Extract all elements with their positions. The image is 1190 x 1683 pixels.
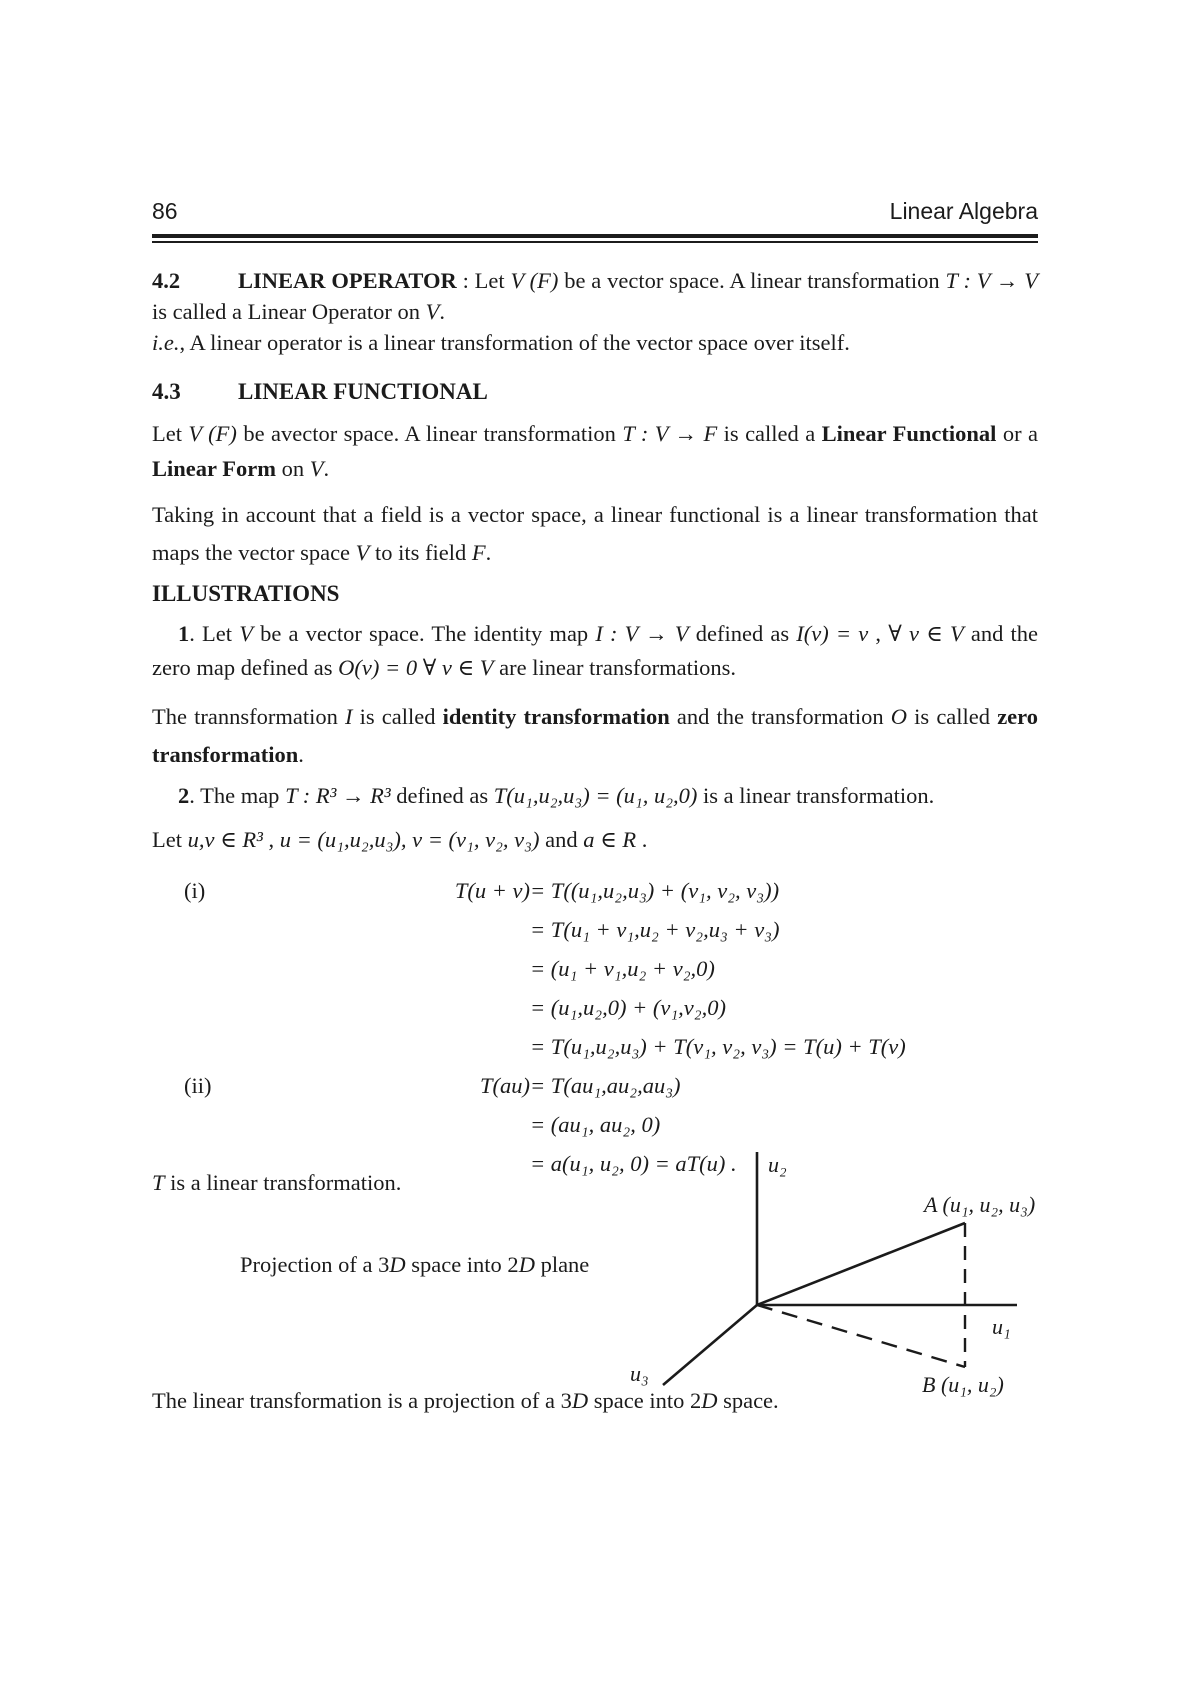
bottom-statement: The linear transformation is a projection of a 3D space into 2D space. (152, 1388, 779, 1413)
equation-rhs: = T(u₁ + v₁,u₂ + v₂,u₃ + v₃) (530, 917, 780, 942)
u2-axis-label: u₂ (768, 1152, 787, 1177)
equation-row (152, 1066, 1038, 1105)
equation-label (152, 988, 214, 1027)
identity-zero-paragraph: The trannsformation I is called identity transformation and the transformation O is called zero transformation. (152, 704, 1038, 767)
equation-label (152, 949, 214, 988)
linear-functional-paragraph: Let V (F) be avector space. A linear transformation T : V → F is called a Linear Functional or a Linear Form on V. (152, 421, 1038, 481)
running-title: Linear Algebra (889, 198, 1038, 224)
section-4-3-heading: LINEAR FUNCTIONAL (238, 379, 488, 404)
equation-label: (ii) (184, 1073, 212, 1098)
equation-label (152, 1027, 214, 1066)
equation-lhs (214, 910, 530, 949)
t-linear-statement: T is a linear transformation. (152, 1170, 402, 1195)
equation-rhs: = (u₁,u₂,0) + (v₁,v₂,0) (530, 995, 726, 1020)
illustration-item-2: 2. The map T : R³ → R³ defined as T(u₁,u₂,u₃) = (u₁, u₂,0) is a linear transformation. (178, 783, 935, 808)
equation-row (152, 910, 1038, 949)
origin-to-a-line (757, 1223, 965, 1305)
equation-label (152, 910, 214, 949)
origin-to-b-dashed-line (757, 1305, 965, 1367)
section-4-2-paragraph (152, 265, 1038, 327)
illustration-item-1: 1. Let V be a vector space. The identity map I : V → V defined as I(v) = v , ∀ v ∈ V and the zero map defined as O(v) = 0 ∀ v ∈ V are linear transformations. (152, 621, 1039, 680)
equation-rhs: = (au₁, au₂, 0) (530, 1112, 661, 1137)
point-a-label: A (u₁, u₂, u₃) (924, 1192, 1036, 1217)
section-4-2-number: 4.2 (152, 268, 181, 293)
equation-row (152, 1027, 1038, 1066)
u3-axis-label: u₃ (630, 1361, 649, 1386)
equation-rhs: = (u₁ + v₁,u₂ + v₂,0) (530, 956, 715, 981)
equation-row (152, 988, 1038, 1027)
equation-lhs (214, 949, 530, 988)
section-4-3-heading-row (152, 379, 1038, 405)
section-4-2-note: i.e., A linear operator is a linear transformation of the vector space over itself. (152, 330, 850, 355)
equation-rhs: = T(u₁,u₂,u₃) + T(v₁, v₂, v₃) = T(u) + T(v) (530, 1034, 906, 1059)
u1-axis-label: u₁ (992, 1314, 1011, 1339)
equation-label (152, 1105, 214, 1144)
equation-lhs (214, 1105, 530, 1144)
let-uv-paragraph: Let u,v ∈ R³ , u = (u₁,u₂,u₃), v = (v₁, v₂, v₃) and a ∈ R . (152, 827, 648, 852)
equation-block (152, 871, 1038, 1183)
equation-lhs (214, 988, 530, 1027)
equation-rhs: = T(au₁,au₂,au₃) (530, 1073, 681, 1098)
point-b-label: B (u₁, u₂) (922, 1372, 1004, 1397)
section-4-2-intro: : Let V (F) be a vector space. A linear transformation T : V → V is called a Linear Operator on V. (152, 268, 1039, 324)
equation-lhs: T(au) (480, 1073, 530, 1098)
diagram-caption: Projection of a 3D space into 2D plane (240, 1252, 590, 1277)
section-4-3-number: 4.3 (152, 379, 181, 404)
equation-row (152, 871, 1038, 910)
equation-label: (i) (184, 878, 206, 903)
header-double-rule (152, 234, 1038, 243)
page-header (152, 198, 1038, 225)
taking-in-account-paragraph: Taking in account that a field is a vector space, a linear functional is a linear transformation that maps the vector space V to its field F. (152, 502, 1038, 565)
page-number: 86 (152, 198, 178, 224)
equation-lhs (214, 1027, 530, 1066)
projection-diagram (588, 1138, 1060, 1410)
u3-axis-line (663, 1305, 757, 1385)
equation-lhs: T(u + v) (454, 878, 530, 903)
section-4-2-heading: LINEAR OPERATOR (238, 268, 457, 293)
equation-rhs: = T((u₁,u₂,u₃) + (v₁, v₂, v₃)) (530, 878, 780, 903)
illustrations-heading: ILLUSTRATIONS (152, 581, 340, 606)
equation-rhs: = a(u₁, u₂, 0) = aT(u) . (530, 1151, 737, 1176)
equation-row (152, 949, 1038, 988)
page-content (152, 198, 1038, 1183)
